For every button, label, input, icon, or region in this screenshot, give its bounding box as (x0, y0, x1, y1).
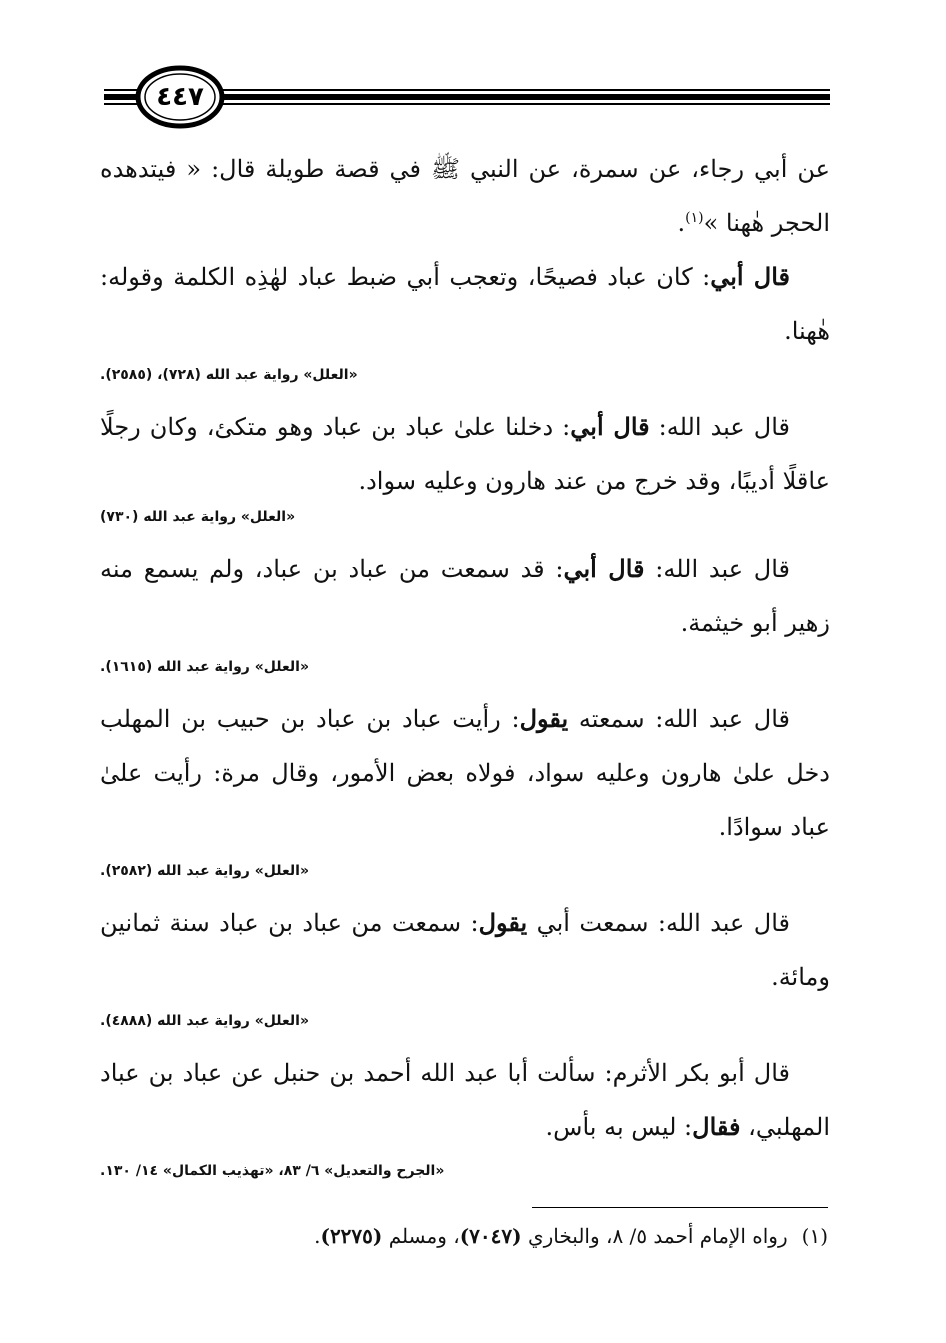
text-run: : دخلنا علىٰ عباد بن عباد وهو متكئ، وكان رجلًا عاقلًا أديبًا، وقد خرج من عند هارون وعليه سواد. (100, 413, 830, 495)
text-run: : رأيت عباد بن عباد بن حبيب بن المهلب دخل علىٰ هارون وعليه سواد، فولاه بعض الأمور، وقال مرة: رأيت علىٰ عباد سوادًا. (100, 705, 830, 841)
footnote-separator (532, 1207, 828, 1208)
text-run: قال عبد الله: سمعته (568, 705, 790, 733)
speaker-label: يقول (519, 704, 569, 733)
text-run: : سمعت من عباد بن عباد سنة ثمانين ومائة. (100, 909, 830, 991)
paragraph (100, 250, 830, 358)
source-citation: «العلل» رواية عبد الله (٧٣٠) (100, 509, 296, 525)
text-run: قال عبد الله: (644, 555, 790, 583)
text-run: قال أبو بكر الأثرم: سألت أبا عبد الله أحمد بن حنبل عن عباد بن عباد المهلبي، (100, 1059, 830, 1141)
footnote (100, 1219, 828, 1253)
source-citation: «العلل» رواية عبد الله (٤٨٨٨). (100, 1013, 309, 1029)
footnote-text: ، ومسلم (382, 1224, 460, 1248)
source-citation: «العلل» رواية عبد الله (٢٥٨٢). (100, 863, 309, 879)
footnote-text: رواه الإمام أحمد ٥/ ٨، والبخاري (521, 1224, 788, 1248)
text-run: قال عبد الله: سمعت أبي (527, 909, 791, 937)
footnote-number: (١) (801, 1224, 828, 1248)
paragraph (100, 896, 830, 1004)
source-citation: «العلل» رواية عبد الله (١٦١٥). (100, 659, 309, 675)
paragraph (100, 142, 830, 250)
source-citation: «العلل» رواية عبد الله (٧٢٨)، (٢٥٨٥). (100, 367, 358, 383)
footnote-ref[interactable]: (١) (685, 210, 704, 226)
text-run: . (677, 209, 686, 237)
paragraph (100, 400, 830, 508)
source-citation: «الجرح والتعديل» ٦/ ٨٣، «تهذيب الكمال» ١٤/ ١٣٠. (100, 1163, 445, 1179)
main-text (100, 142, 830, 1196)
text-run: : كان عباد فصيحًا، وتعجب أبي ضبط عباد لهٰذِه الكلمة وقوله: هٰهنا. (100, 263, 830, 345)
speaker-label: يقول (478, 908, 528, 937)
text-run: عن أبي رجاء، عن سمرة، عن النبي ﷺ في قصة طويلة قال: « فيتدهده الحجر هٰهنا » (100, 155, 830, 237)
speaker-label: قال أبي (710, 262, 791, 291)
paragraph (100, 692, 830, 854)
text-run: قال عبد الله: (649, 413, 790, 441)
text-run: : قد سمعت من عباد بن عباد، ولم يسمع منه زهير أبو خيثمة. (100, 555, 830, 637)
footnote-ref-muslim: (٢٢٧٥) (320, 1224, 383, 1248)
page-header (100, 62, 832, 132)
paragraph (100, 1046, 830, 1154)
footnote-ref-bukhari: (٧٠٤٧) (459, 1224, 522, 1248)
footnote-text: . (314, 1224, 321, 1248)
speaker-label: فقال (692, 1112, 741, 1141)
speaker-label: قال أبي (563, 554, 645, 583)
speaker-label: قال أبي (570, 412, 650, 441)
text-run: : ليس به بأس. (545, 1113, 693, 1141)
page-number: ٤٤٧ (156, 82, 204, 112)
paragraph (100, 542, 830, 650)
